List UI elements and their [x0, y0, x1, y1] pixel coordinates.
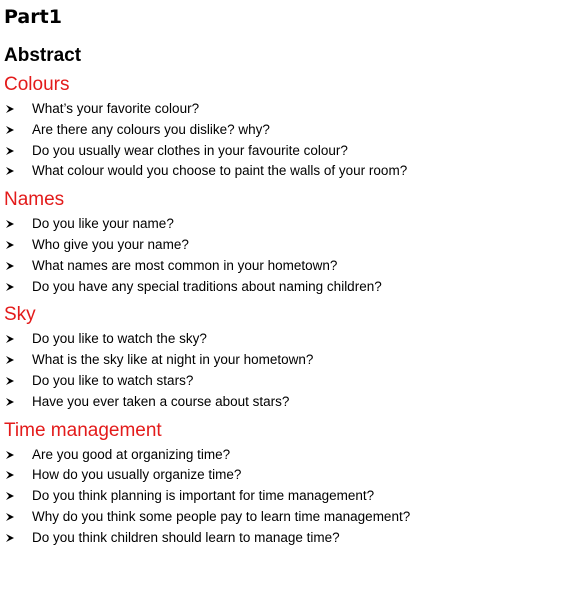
section-title: Colours: [4, 74, 70, 95]
question-text: How do you usually organize time?: [32, 467, 242, 483]
question-item: [4, 256, 566, 277]
question-item: [4, 486, 566, 507]
arrowhead-bullet-icon: [5, 507, 17, 528]
question-item: [4, 392, 566, 413]
arrowhead-bullet-icon: [5, 214, 17, 235]
question-text: Do you think children should learn to manage time?: [32, 529, 340, 545]
arrowhead-bullet-icon: [5, 371, 17, 392]
question-list: [4, 445, 566, 552]
question-text: Are you good at organizing time?: [32, 446, 231, 462]
section-title: Names: [4, 189, 65, 211]
question-item: [4, 507, 566, 528]
question-item: [4, 141, 566, 162]
question-text: Do you like to watch the sky?: [32, 331, 207, 347]
section: [4, 70, 566, 185]
arrowhead-bullet-icon: [5, 486, 17, 507]
abstract-title: Abstract: [4, 45, 82, 66]
arrowhead-bullet-icon: [5, 350, 17, 371]
question-item: [4, 465, 566, 486]
question-text: Do you usually wear clothes in your favourite colour?: [32, 142, 348, 158]
question-text: What colour would you choose to paint the walls of your room?: [32, 163, 408, 179]
question-text: What’s your favorite colour?: [32, 101, 200, 116]
question-list: [4, 329, 566, 415]
question-text: Do you like your name?: [32, 216, 174, 232]
question-text: Do you like to watch stars?: [32, 372, 194, 388]
arrowhead-bullet-icon: [5, 277, 17, 298]
section-title: Time management: [4, 419, 162, 441]
section-title: Sky: [4, 304, 36, 326]
question-text: Why do you think some people pay to learn time management?: [32, 508, 411, 524]
question-text: Are there any colours you dislike? why?: [32, 121, 270, 137]
question-item: [4, 371, 566, 392]
question-item: [4, 329, 566, 350]
question-item: [4, 528, 566, 549]
question-list: [4, 214, 566, 300]
question-item: [4, 235, 566, 256]
question-item: [4, 350, 566, 371]
arrowhead-bullet-icon: [5, 256, 17, 277]
question-text: What is the sky like at night in your hometown?: [32, 352, 314, 368]
arrowhead-bullet-icon: [5, 99, 17, 120]
arrowhead-bullet-icon: [5, 120, 17, 141]
question-item: [4, 120, 566, 141]
arrowhead-bullet-icon: [5, 235, 17, 256]
section: [4, 185, 566, 300]
part-title: Part1: [4, 6, 62, 28]
arrowhead-bullet-icon: [5, 392, 17, 413]
question-item: [4, 214, 566, 235]
arrowhead-bullet-icon: [5, 445, 17, 466]
question-list: [4, 99, 566, 185]
question-item: [4, 161, 566, 182]
arrowhead-bullet-icon: [5, 141, 17, 162]
section: [4, 416, 566, 552]
section: [4, 300, 566, 415]
question-item: [4, 99, 566, 120]
question-text: Who give you your name?: [32, 236, 189, 252]
arrowhead-bullet-icon: [5, 161, 17, 182]
sections-container: [4, 70, 566, 552]
question-text: Have you ever taken a course about stars?: [32, 393, 290, 409]
question-text: Do you have any special traditions about naming children?: [32, 278, 382, 294]
question-item: [4, 445, 566, 466]
arrowhead-bullet-icon: [5, 528, 17, 549]
arrowhead-bullet-icon: [5, 329, 17, 350]
arrowhead-bullet-icon: [5, 465, 17, 486]
question-text: What names are most common in your hometown?: [32, 257, 338, 273]
question-item: [4, 277, 566, 298]
question-text: Do you think planning is important for time management?: [32, 488, 375, 504]
